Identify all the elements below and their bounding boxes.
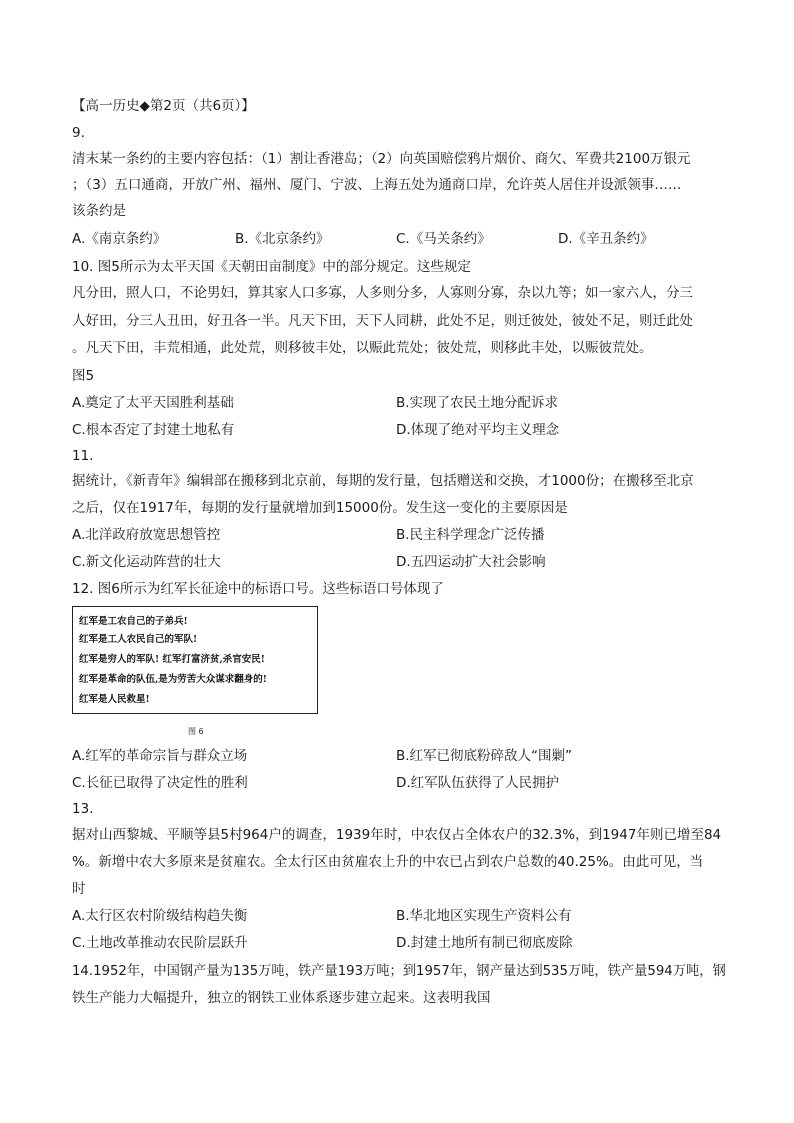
q10-option-c: C.根本否定了封建土地私有 xyxy=(72,422,235,438)
q14-stem-line: 14.1952年，中国钢产量为135万吨，铁产量193万吨；到1957年，钢产量达到535万吨，铁产量594万吨，钢 xyxy=(72,963,726,979)
q9-option-a: A.《南京条约》 xyxy=(72,231,167,247)
q9-option-d: D.《辛丑条约》 xyxy=(558,231,654,247)
slogan-line: 红军是工人农民自己的军队! xyxy=(79,634,198,645)
q10-option-a: A.奠定了太平天国胜利基础 xyxy=(72,395,234,411)
q13-stem-line: %。新增中农大多原来是贫雇农。全太行区由贫雇农上升的中农已占到农户总数的40.25%。由此可见，当 xyxy=(72,854,704,870)
q11-stem-line: 之后，仅在1917年，每期的发行量就增加到15000份。发生这一变化的主要原因是 xyxy=(72,500,568,516)
q12-option-b: B.红军已彻底粉碎敌人“围剿” xyxy=(396,748,573,764)
page-header: 【高一历史◆第2页（共6页）】 xyxy=(72,98,255,114)
q13-option-a: A.太行区农村阶级结构趋失衡 xyxy=(72,908,248,924)
q12-option-a: A.红军的革命宗旨与群众立场 xyxy=(72,748,248,764)
q10-stem: 10. 图5所示为太平天国《天朝田亩制度》中的部分规定。这些规定 xyxy=(72,259,471,275)
q10-option-b: B.实现了农民土地分配诉求 xyxy=(396,395,559,411)
q13-stem-line: 据对山西黎城、平顺等县5村964户的调查，1939年时，中农仅占全体农户的32.3%，到1947年则已增至84 xyxy=(72,827,722,843)
q12-option-c: C.长征已取得了决定性的胜利 xyxy=(72,775,248,791)
q11-stem-line: 据统计，《新青年》编辑部在搬移到北京前，每期的发行量，包括赠送和交换，才1000份；在搬移至北京 xyxy=(72,473,694,489)
q9-option-c: C.《马关条约》 xyxy=(396,231,491,247)
q12-stem: 12. 图6所示为红军长征途中的标语口号。这些标语口号体现了 xyxy=(72,581,444,597)
q9-stem-line: 该条约是 xyxy=(72,203,126,219)
q11-option-a: A.北洋政府放宽思想管控 xyxy=(72,527,221,543)
q13-stem-line: 时 xyxy=(72,881,86,897)
q9-stem-line: ；（3）五口通商，开放广州、福州、厦门、宁波、上海五处为通商口岸，允许英人居住并设派领事…… xyxy=(72,177,682,193)
q9-option-b: B.《北京条约》 xyxy=(235,231,330,247)
q11-option-b: B.民主科学理念广泛传播 xyxy=(396,527,545,543)
q14-stem-line: 铁生产能力大幅提升，独立的钢铁工业体系逐步建立起来。这表明我国 xyxy=(72,990,491,1006)
q13-option-c: C.土地改革推动农民阶层跃升 xyxy=(72,935,248,951)
q9-number: 9. xyxy=(72,125,85,141)
q10-figure-label: 图5 xyxy=(72,368,95,384)
q11-option-c: C.新文化运动阵营的壮大 xyxy=(72,554,221,570)
q10-quote-line: 凡分田，照人口，不论男妇，算其家人口多寡，人多则分多，人寡则分寡，杂以九等；如一家六人，分三 xyxy=(72,285,693,301)
q13-option-b: B.华北地区实现生产资料公有 xyxy=(396,908,572,924)
q9-stem-line: 清末某一条约的主要内容包括：（1）割让香港岛；（2）向英国赔偿鸦片烟价、商欠、军费共2100万银元 xyxy=(72,151,691,167)
q12-option-d: D.红军队伍获得了人民拥护 xyxy=(396,775,560,791)
slogan-line: 红军是人民救星! xyxy=(79,694,150,705)
slogan-line: 红军是革命的队伍,是为劳苦大众谋求翻身的! xyxy=(79,674,267,685)
slogan-line: 红军是穷人的军队! 红军打富济贫,杀官安民! xyxy=(79,654,265,665)
q10-option-d: D.体现了绝对平均主义理念 xyxy=(396,422,560,438)
q10-quote-line: 。凡天下田，丰荒相通，此处荒，则移彼丰处，以赈此荒处；彼处荒，则移此丰处，以赈彼荒处。 xyxy=(72,340,653,356)
q11-option-d: D.五四运动扩大社会影响 xyxy=(396,554,546,570)
figure-caption: 图 6 xyxy=(188,727,204,736)
q13-option-d: D.封建土地所有制已彻底废除 xyxy=(396,935,573,951)
slogan-figure xyxy=(72,606,318,714)
slogan-line: 红军是工农自己的子弟兵! xyxy=(79,616,188,627)
q13-number: 13. xyxy=(72,801,94,817)
q10-quote-line: 人好田，分三人丑田，好丑各一半。凡天下田，天下人同耕，此处不足，则迁彼处，彼处不足，则迁此处 xyxy=(72,313,693,329)
q11-number: 11. xyxy=(72,448,94,464)
